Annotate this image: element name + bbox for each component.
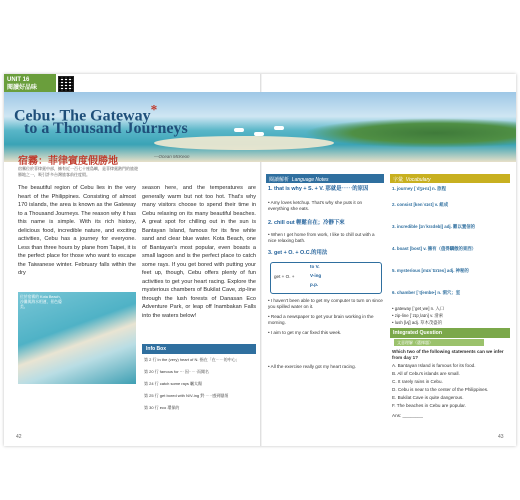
author: —Ocean McKeon (154, 154, 190, 159)
option-b[interactable]: B. All of Cebu's islands are small. (392, 371, 460, 376)
option-a[interactable]: A. Bantayan Island is famous for its food. (392, 363, 476, 368)
vocab-item: 4. boast [bost] v. 擁有（值得驕傲的東西） (392, 246, 477, 251)
option-d[interactable]: D. Cebu is near to the center of the Philippines. (392, 387, 489, 392)
option-c[interactable]: C. It rarely rains in Cebu. (392, 379, 443, 384)
book-spread (4, 74, 516, 446)
chinese-title: 宿霧：菲律賓度假勝地 (18, 156, 118, 167)
info-item: 第 25 行 get bored with N/V-ing 對⋯⋯感到厭煩 (144, 393, 229, 398)
formula-pp: p.p. (310, 282, 319, 287)
option-e[interactable]: E. Bukilat Cave is quite dangerous. (392, 395, 464, 400)
note-3-example-1: • I haven't been able to get my computer to turn on since you spilled water on it. (268, 298, 383, 309)
option-f[interactable]: F. The beaches in Cebu are popular. (392, 403, 466, 408)
photo-caption: 位於宿霧的 Kota Beach，沙灘與海水相連，景色優美。 (20, 295, 64, 309)
article-title-line1: Cebu: The Gateway* (14, 102, 158, 125)
note-1-example: • Amy loves ketchup. That's why she puts it on everything she eats. (268, 200, 363, 211)
boat-icon (274, 126, 284, 130)
section-label: 閱讀好品味 (7, 85, 38, 91)
language-notes-header: 閱讀解析 Language Notes (266, 174, 384, 183)
page-number-left: 42 (16, 434, 22, 440)
note-3-example-4: • All the exercise really got my heart racing. (268, 364, 356, 369)
page-number-right: 43 (498, 434, 504, 440)
note-1-title: 1. that is why + S. + V. 那就是⋯⋯的原因 (268, 186, 369, 192)
note-3-title: 3. get + O. + O.C.的用法 (268, 250, 328, 256)
unit-tab (4, 74, 56, 94)
formula-v-ing: V-ing (310, 273, 322, 278)
note-2-title: 2. chill out 輕鬆自在；冷靜下來 (268, 220, 345, 226)
unit-label: UNIT 16 (7, 77, 30, 83)
answer-line[interactable]: Ans: ________ (392, 413, 423, 418)
article-column-2: season here, and the temperatures are generally warm but not too hot. That's why many visitors choose to spend their time in Cebu relaxing on its many beautiful beaches. A great spot for chilling out in the sun is Bantayan Island, famous for its fine white sand and clear blue water. Kota Beach, one of Bantayan's most popular, even boasts a small lagoon and is the perfect place to catch some rays. If you get bored with putting your feet up, though, Cebu offers plenty of fun activities to get your heart racing. Explore the mysterious chambers of Bukilat Cave, zip-line through the lush forests of Danasan Eco Adventure Park, or leap off Inambakan Falls into the waters below! (142, 185, 256, 319)
integrated-question-subheader: 文意理解（選擇題） (394, 339, 484, 346)
boat-icon (254, 132, 264, 136)
vocab-item: 6. chamber [ˋtʃembɚ] n. 洞穴；室 (392, 290, 461, 295)
formula-left: get + O. + (274, 274, 295, 279)
island-shape (304, 118, 516, 148)
intro-text: 宿霧位於菲律賓中部，擁有近一百七十座島嶼，是菲律賓熱門的旅遊勝地之一，吸引許多台灣旅客前往度假。 (18, 166, 138, 177)
qr-code-icon (58, 76, 74, 92)
info-item: 第 20 行 famous for ⋯ 因⋯⋯而聞名 (144, 369, 209, 374)
question-text: Which two of the following statements can we infer from day 1? (392, 349, 504, 360)
note-2-example: • When I get home from work, I like to chill out with a nice relaxing bath. (268, 232, 375, 243)
note-3-example-3: • I aim to get my car fixed this week. (268, 330, 342, 335)
formula-to-v: to V. (310, 264, 320, 269)
boat-icon (234, 128, 244, 132)
note-3-example-2: • Read a newspaper to get your brain working in the morning. (268, 314, 374, 325)
info-item: 第 30 行 eco 環保的 (144, 405, 180, 410)
info-box-header: Info Box (142, 344, 256, 354)
vocabulary-header: 字彙 Vocabulary (390, 174, 510, 183)
vocab-item: 5. mysterious [mɪsˋtɪrɪəs] adj. 神秘的 (392, 268, 469, 273)
vocab-extra: • zip-line [ˋzɪpˏlaɪn] v. 滑索 (392, 313, 444, 318)
vocab-extra: • lush [lʌʃ] adj. 草木茂盛的 (392, 320, 443, 325)
info-item: 第 2 行 in the (very) heart of N. 指在「在⋯⋯的中心」 (144, 357, 240, 362)
vocab-item: 1. journey [ˋdʒɝnɪ] n. 旅程 (392, 186, 446, 191)
integrated-question-header: Integrated Question (390, 328, 510, 338)
vocab-item: 2. consist [kənˋsɪst] v. 組成 (392, 202, 449, 207)
vocab-extra: • gateway [ˋgetˏwe] n. 入口 (392, 306, 445, 311)
info-item: 第 24 行 catch some rays 曬太陽 (144, 381, 203, 386)
article-title-line2: to a Thousand Journeys (24, 120, 188, 137)
article-column-1: The beautiful region of Cebu lies in the very heart of the Philippines. Consisting of almost 170 islands, the area is known as the Gateway to a Thousand Journeys. The reason why it has this name is simple. With its rich history, delicious food, incredible nature, and exciting activities, Cebu has a journey for everyone. Less than three hours by plane from Taipei, it is the perfect place for those who want to escape the Taiwanese winter. February falls within the dry (18, 185, 136, 276)
vocab-item: 3. incredible [ɪnˋkrɛdəbḷ] adj. 難以置信的 (392, 224, 476, 229)
